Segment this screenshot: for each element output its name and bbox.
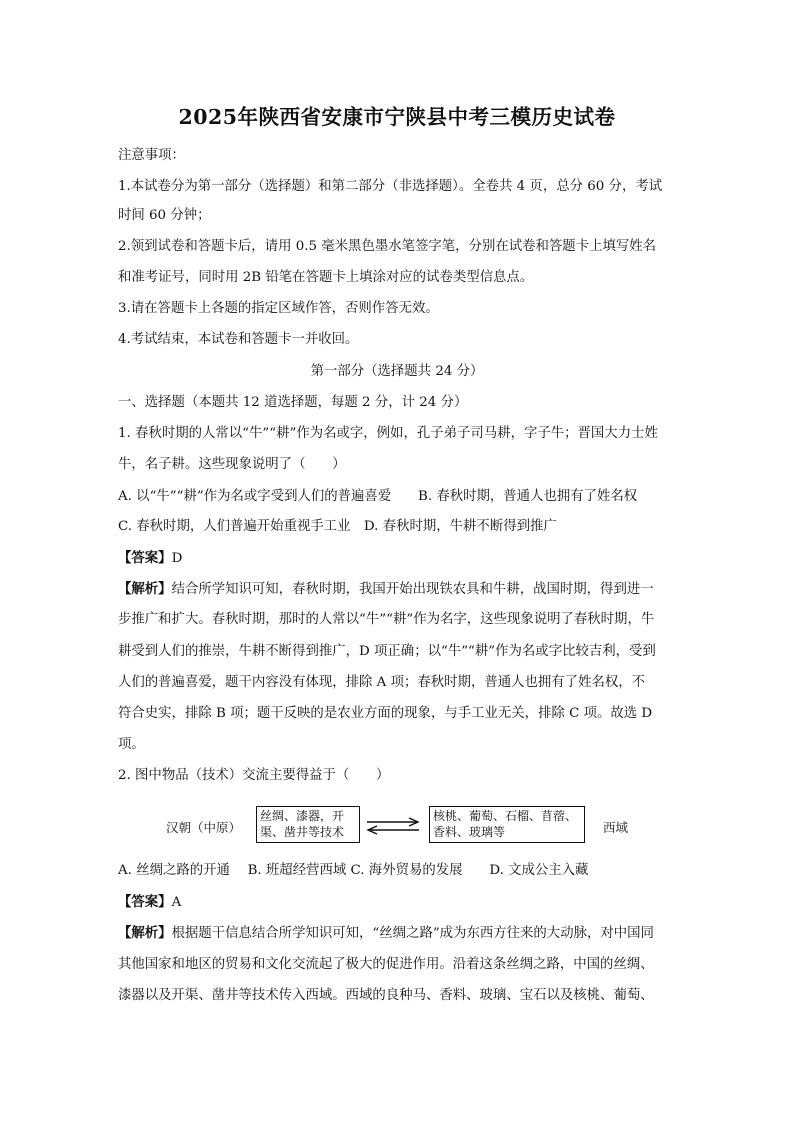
notice-line: 2.领到试卷和答题卡后，请用 0.5 毫米黑色墨水笔签字笔，分别在试卷和答题卡上填写姓名: [118, 239, 657, 254]
exchange-arrows-icon: [363, 816, 423, 836]
q1-stem-line: 1. 春秋时期的人常以“牛”“耕”作为名或字，例如，孔子弟子司马耕，字子牛；晋国大力士姓: [118, 426, 658, 441]
box-line: 核桃、葡萄、石榴、苜蓿、: [433, 809, 578, 823]
answer-value: A: [171, 895, 182, 910]
answer-label: 【答案】: [118, 550, 172, 566]
part-one-heading: 第一部分（选择题共 24 分）: [310, 364, 484, 379]
han-goods-box: [256, 806, 360, 843]
exchange-diagram: [160, 806, 640, 844]
q2-analysis-line: [118, 923, 654, 944]
page-title: 2025年陕西省安康市宁陕县中考三模历史试卷: [178, 105, 616, 129]
answer-value: D: [171, 551, 183, 566]
q2-analysis-line: 漆器以及开渠、凿井等技术传入西域。西域的良种马、香料、玻璃、宝石以及核桃、葡萄、: [118, 988, 654, 1003]
q1-stem-line: 牛，名子耕。这些现象说明了（ ）: [118, 457, 346, 472]
notice-line: 3.请在答题卡上各题的指定区域作答，否则作答无效。: [118, 301, 439, 316]
answer-label: 【答案】: [118, 894, 172, 910]
q2-analysis-line: 其他国家和地区的贸易和文化交流起了极大的促进作用。沿着这条丝绸之路，中国的丝绸、: [118, 957, 654, 972]
box-line: 香料、玻璃等: [433, 825, 506, 839]
q1-answer: [118, 548, 182, 569]
notice-line: 时间 60 分钟；: [118, 208, 211, 223]
q1-option-line: C. 春秋时期，人们普遍开始重视手工业 D. 春秋时期，牛耕不断得到推广: [118, 519, 557, 534]
q2-options: A. 丝绸之路的开通 B. 班超经营西域 C. 海外贸易的发展 D. 文成公主入藏: [118, 863, 589, 878]
q1-analysis-line: 项。: [118, 737, 145, 752]
q1-analysis-line: 步推广和扩大。春秋时期，那时的人常以“牛”“耕”作为名字，这些现象说明了春秋时期，牛: [118, 612, 655, 627]
q2-stem: 2. 图中物品（技术）交流主要得益于（ ）: [118, 768, 390, 783]
q1-analysis-line: 人们的普遍喜爱，题干内容没有体现，排除 A 项；春秋时期，普通人也拥有了姓名权，不: [118, 675, 646, 690]
box-line: 渠、凿井等技术: [260, 825, 345, 839]
q1-analysis-line: [118, 579, 654, 600]
q1-analysis-line: 耕受到人们的推崇，牛耕不断得到推广，D 项正确；以“牛”“耕”作为名或字比较吉利，受到: [118, 644, 656, 659]
notice-heading: 注意事项：: [118, 148, 185, 163]
q1-analysis-line: 符合史实，排除 B 项；题干反映的是农业方面的现象，与手工业无关，排除 C 项。故选 D: [118, 706, 653, 721]
western-regions-label: 西域: [603, 820, 629, 835]
section-heading: 一、选择题（本题共 12 道选择题，每题 2 分，计 24 分）: [118, 395, 468, 410]
notice-line: 1.本试卷分为第一部分（选择题）和第二部分（非选择题）。全卷共 4 页，总分 60 分，考试: [118, 179, 663, 194]
analysis-label: 【解析】: [118, 925, 172, 941]
q1-option-line: A. 以“牛”“耕”作为名或字受到人们的普遍喜爱 B. 春秋时期，普通人也拥有了姓名权: [118, 489, 638, 504]
box-line: 丝绸、漆器，开: [260, 809, 345, 823]
han-dynasty-label: 汉朝（中原）: [166, 820, 242, 835]
western-regions-goods-box: [429, 806, 585, 843]
notice-line: 和准考证号，同时用 2B 铅笔在答题卡上填涂对应的试卷类型信息点。: [118, 270, 534, 285]
notice-line: 4.考试结束，本试卷和答题卡一并收回。: [118, 332, 359, 347]
analysis-text: 根据题干信息结合所学知识可知，“丝绸之路”成为东西方往来的大动脉，对中国同: [171, 926, 654, 941]
analysis-text: 结合所学知识可知，春秋时期，我国开始出现铁农具和牛耕，战国时期，得到进一: [171, 582, 654, 597]
q2-answer: [118, 892, 181, 913]
analysis-label: 【解析】: [118, 581, 172, 597]
